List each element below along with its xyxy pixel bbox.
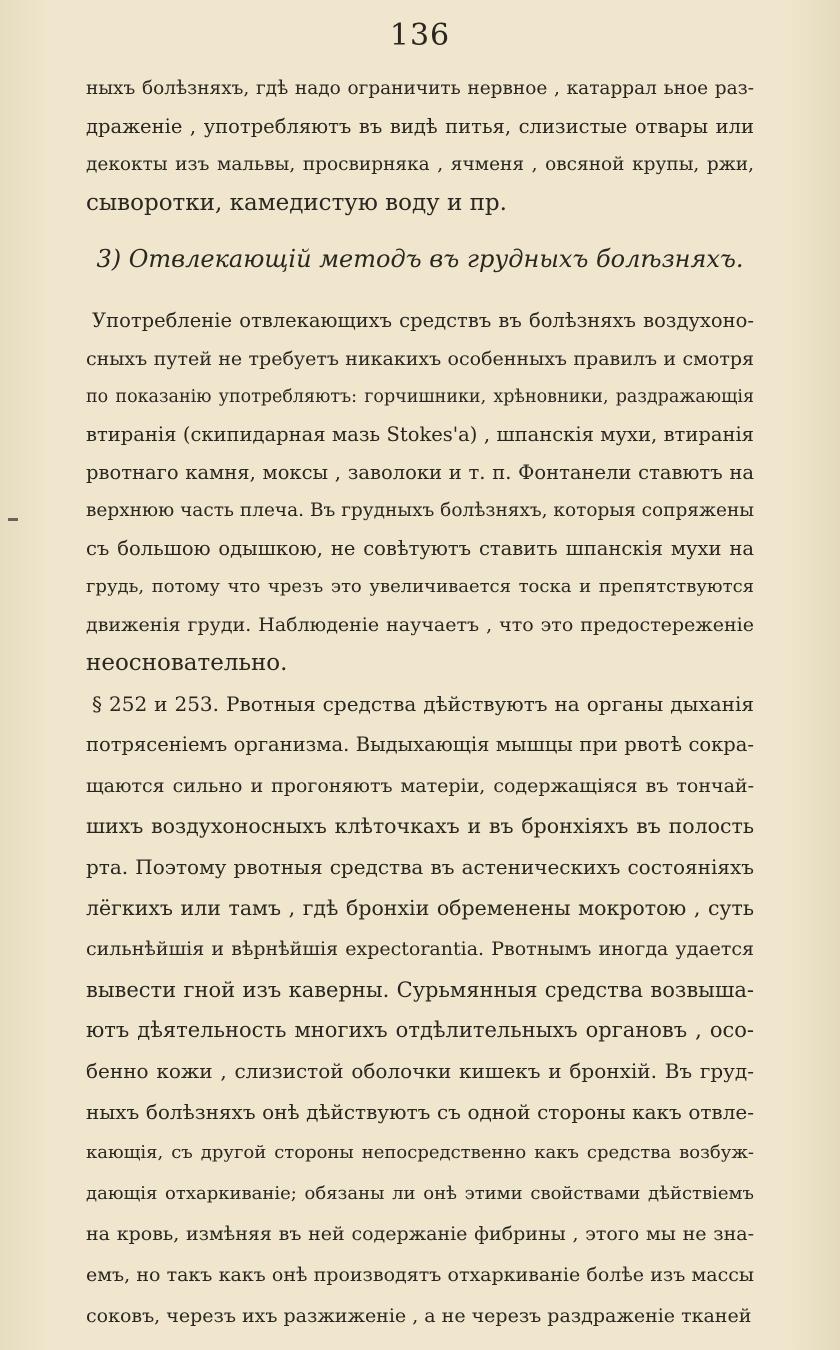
text-line: сныхъ путей не требуетъ никакихъ особенныхъ правилъ и смотря — [86, 348, 754, 370]
text-line: кающія, съ другой стороны непосредственно какъ средства возбуж- — [86, 1142, 754, 1163]
text-line: вывести гной изъ каверны. Сурьмянныя средства возвыша- — [86, 978, 754, 1002]
text-line: верхнюю часть плеча. Въ грудныхъ болѣзняхъ, которыя сопряжены — [86, 500, 754, 521]
text-line: бенно кожи , слизистой оболочки кишекъ и бронхій. Въ груд- — [86, 1059, 754, 1083]
text-line: ютъ дѣятельность многихъ отдѣлительныхъ органовъ , осо- — [86, 1018, 754, 1042]
text-line: декокты изъ мальвы, просвирняка , ячменя , овсяной крупы, ржи, — [86, 154, 754, 175]
text-line: съ большою одышкою, не совѣтуютъ ставить шпанскія мухи на — [86, 537, 754, 560]
text-line: соковъ, черезъ ихъ разжиженіе , а не черезъ раздраженіе тканей — [86, 1305, 752, 1327]
text-line: неосновательно. — [86, 650, 288, 676]
text-line: движенія груди. Наблюденіе научаетъ , что это предостереженіе — [86, 614, 754, 636]
section-heading: 3) Отвлекающій методъ въ грудныхъ болѣзняхъ. — [96, 245, 744, 273]
text-line: потрясеніемъ организма. Выдыхающія мышцы при рвотѣ сокра- — [86, 733, 754, 756]
text-line: емъ, но такъ какъ онѣ производятъ отхаркиваніе болѣе изъ массы — [86, 1264, 754, 1286]
text-line: грудь, потому что чрезъ это увеличивается тоска и препятствуются — [86, 576, 754, 597]
text-line: ныхъ болѣзняхъ, гдѣ надо ограничить нервное , катаррал ьное раз- — [86, 78, 754, 99]
text-line: § 252 и 253. Рвотныя средства дѣйствуютъ на органы дыханія — [92, 692, 754, 716]
text-line: втиранія (скипидарная мазь Stokes'a) , шпанскія мухи, втиранія — [86, 423, 754, 446]
text-line: драженіе , употребляютъ въ видѣ питья, слизистые отвары или — [86, 115, 754, 138]
text-line: сильнѣйшія и вѣрнѣйшія expectorantia. Рвотнымъ иногда удается — [86, 938, 754, 960]
text-line: шихъ воздухоносныхъ клѣточкахъ и въ бронхіяхъ въ полость — [86, 814, 754, 838]
margin-mark — [8, 518, 18, 521]
text-line: сыворотки, камедистую воду и пр. — [86, 190, 507, 216]
page-number: 136 — [389, 18, 451, 53]
text-line: рта. Поэтому рвотныя средства въ астеническихъ состояніяхъ — [86, 855, 754, 879]
text-line: по показанію употребляютъ: горчишники, хрѣновники, раздражающія — [86, 387, 754, 407]
text-line: дающія отхаркиваніе; обязаны ли онѣ этими свойствами дѣйствіемъ — [86, 1183, 754, 1204]
text-line: ныхъ болѣзняхъ онѣ дѣйствуютъ съ одной стороны какъ отвле- — [86, 1100, 754, 1124]
text-line: на кровь, измѣняя въ ней содержаніе фибрины , этого мы не зна- — [86, 1223, 754, 1245]
text-line: щаются сильно и прогоняютъ матеріи, содержащіяся въ тончай- — [86, 775, 754, 797]
text-line: лёгкихъ или тамъ , гдѣ бронхіи обременены мокротою , суть — [86, 896, 754, 920]
text-line: Употребленіе отвлекающихъ средствъ въ болѣзняхъ воздухоно- — [92, 309, 754, 332]
text-line: рвотнаго камня, моксы , заволоки и т. п. Фонтанели ставютъ на — [86, 461, 754, 484]
